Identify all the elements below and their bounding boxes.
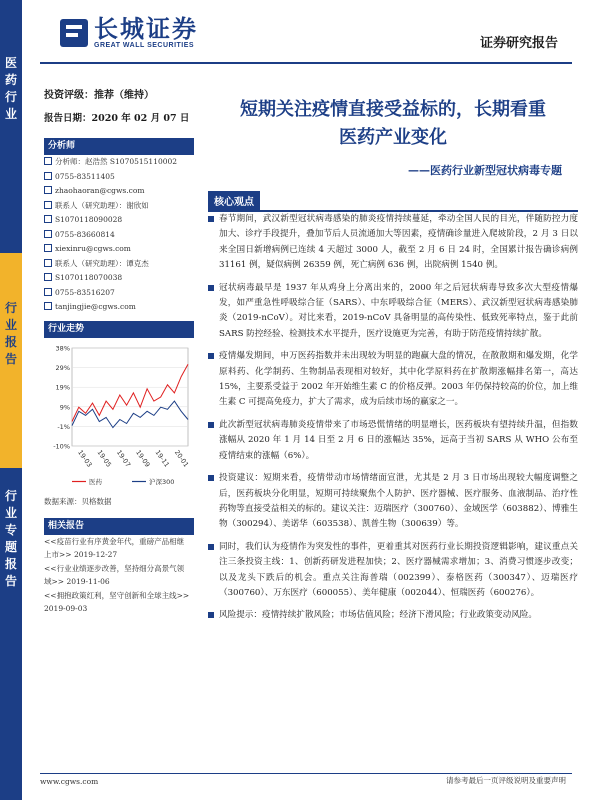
side-strip	[0, 0, 22, 800]
chart-source: 数据来源：贝格数据	[44, 496, 112, 506]
analyst-line-text: S1070118090028	[55, 215, 123, 224]
chart-ytick-label: 29%	[55, 363, 70, 372]
chart-xtick-label: 19-09	[134, 448, 152, 469]
side-strip-bottom-block	[0, 468, 22, 800]
bullet-square-icon	[208, 544, 214, 550]
analyst-line	[44, 271, 194, 286]
bullet-square-icon	[208, 612, 214, 618]
core-view-text: 风险提示：疫情持续扩散风险；市场估值风险；经济下滑风险；行业政策变动风险。	[219, 610, 537, 621]
analyst-header: 分析师	[44, 138, 194, 155]
report-title	[208, 96, 578, 152]
core-view-text: 同时，我们认为疫情作为突发性的事件，更着重其对医药行业长期投资逻辑影响，建议重点关注三条投资主线：1、创新药研发进程加快；2、医疗器械需求增加；3、消费习惯逐步改变；以及龙头下跌后的机会。重点关注海普瑞（002399）、泰格医药（300347）、迈瑞医疗（300760）、万东医疗（600055）、美年健康（002044）、恒瑞医药（600276）。	[219, 541, 578, 598]
footer-url[interactable]: www.cgws.com	[40, 777, 99, 786]
related-report-line[interactable]: <<行业业绩逐步改善，坚持细分高景气领	[44, 563, 185, 573]
analyst-line-text: S1070118070038	[55, 273, 123, 282]
related-report-line[interactable]: <<疫苗行业有序黄金年代，重磅产品相继	[44, 536, 185, 546]
footer-disclaimer: 请参考最后一页评级说明及重要声明	[446, 776, 566, 785]
analyst-line	[44, 286, 194, 301]
analyst-line-text: 0755-83516207	[55, 287, 115, 297]
related-report-line[interactable]: 2019-09-03	[44, 604, 88, 613]
chart-ytick-label: -1%	[57, 422, 70, 431]
core-view-item	[208, 349, 578, 411]
report-type: 证券研究报告	[479, 36, 558, 51]
header-divider	[40, 62, 572, 64]
analyst-line-text: zhaohaoran@cgws.com	[55, 186, 145, 195]
chart-header: 行业走势	[44, 321, 194, 338]
chart-xtick-label: 19-05	[95, 448, 113, 469]
side-strip-top-block	[0, 0, 22, 253]
core-views-list	[208, 212, 578, 631]
analyst-line-text: 分析师：赵浩然 S1070515110002	[55, 157, 178, 166]
title-line-1: 短期关注疫情直接受益标的，长期看重	[240, 99, 546, 120]
title-line-2: 医药产业变化	[339, 127, 447, 148]
side-label-report: 行业报告	[4, 301, 17, 366]
phone-icon	[44, 288, 52, 296]
legend-label: 沪深300	[149, 477, 175, 486]
core-view-text: 冠状病毒最早是 1937 年从鸡身上分离出来的，2000 年之后冠状病毒导致多次大型疫情爆发，如严重急性呼吸综合征（SARS）、中东呼吸综合征（MERS）、武汉新型冠状病毒感染肺炎（2019-nCoV）。对比来看，2019-nCoV 具备明显的高传染性、低致死率特点，鉴于此前 SARS 防控经验、检测技术水平提升，医疗设施更为完善，有助于防范疫情持续扩散。	[219, 282, 578, 339]
analyst-line	[44, 199, 194, 214]
bullet-square-icon	[208, 285, 214, 291]
analyst-line	[44, 228, 194, 243]
core-view-item	[208, 212, 578, 274]
core-view-text: 投资建议：短期来看，疫情带动市场情绪面宣泄，尤其是 2 月 3 日市场出现较大幅度调整之后，医药板块分化明显，短期可持续聚焦个人防护、医疗器械、医疗服务、血液制品、治疗性药物等直接受益相关的标的。建议关注：迈瑞医疗（300760）、金域医学（603882）、博雅生物（300294）、美诺华（603538）、凯普生物（300639）等。	[219, 473, 578, 530]
analyst-line-text: 联系人（研究助理）：谢欣如	[55, 200, 149, 210]
related-reports-section	[44, 518, 194, 616]
core-view-text: 春节期间，武汉新型冠状病毒感染的肺炎疫情持续蔓延，牵动全国人民的目光，伴随防控力度加大、诊疗手段提升，叠加节后人员流通加大等因素，疫情确诊量进入爬坡阶段，2 月 3 日以来全国日新增病例已连续 4 天超过 3000 人，截至 2 月 6 日 24 时，全国累计报告确诊病例 31161 例，疑似病例 26359 例，死亡病例 636 例，出院病例 1540 例。	[219, 214, 578, 271]
person-icon	[44, 215, 52, 223]
bullet-square-icon	[208, 475, 214, 481]
analyst-section	[44, 138, 194, 315]
chart-series-line-hs300	[72, 401, 188, 428]
analyst-line	[44, 213, 194, 228]
email-icon	[44, 244, 52, 252]
report-date: 报告日期：2020 年 02 月 07 日	[44, 113, 190, 124]
chart-ytick-label: 9%	[59, 402, 70, 411]
side-label-topic: 行业专题报告	[4, 489, 17, 588]
person-icon	[44, 157, 52, 165]
core-view-item	[208, 418, 578, 464]
chart-frame	[72, 348, 188, 446]
logo-english-name: GREAT WALL SECURITIES	[94, 42, 195, 49]
person-icon	[44, 259, 52, 267]
analyst-line[interactable]	[44, 300, 194, 315]
email-icon	[44, 186, 52, 194]
phone-icon	[44, 230, 52, 238]
analyst-line[interactable]	[44, 242, 194, 257]
related-lines	[44, 535, 194, 616]
analyst-line-text: tanjingjie@cgws.com	[55, 302, 136, 311]
chart-xtick-label: 19-07	[114, 448, 133, 469]
chart-xtick-label: 19-03	[76, 448, 94, 469]
core-view-text: 疫情爆发期间，申万医药指数并未出现较为明显的跑赢大盘的情况，在散散期和爆发期，化学原料药、化学制药、生物制品表现相对较好，其中化学原料药在扩散期涨幅排名第一，高达 15%，主要系受益于 2002 年开始维生素 C 的价格反弹。2003 年仍保持较高的价位，加上维生素 C 可提高免疫力，扩大了需求，成为后续市场的赢家之一。	[219, 351, 578, 408]
logo-icon	[60, 19, 88, 47]
investment-rating: 投资评级：推荐（维持）	[44, 90, 154, 101]
footer-divider	[40, 773, 572, 774]
core-view-item	[208, 281, 578, 343]
chart-xtick-label: 20-01	[172, 448, 191, 469]
chart-ytick-label: 19%	[55, 383, 70, 392]
related-report-line[interactable]: 域>> 2019-11-06	[44, 577, 110, 586]
side-label-industry: 医药行业	[4, 56, 17, 121]
analyst-line	[44, 257, 194, 272]
email-icon	[44, 302, 52, 310]
analyst-lines	[44, 155, 194, 315]
person-icon	[44, 273, 52, 281]
info-column	[44, 88, 194, 616]
report-subtitle: ——医药行业新型冠状病毒专题	[408, 164, 562, 177]
core-views-header	[208, 190, 578, 212]
analyst-line-text: xiexinru@cgws.com	[55, 244, 131, 253]
analyst-line-text: 0755-83660814	[55, 229, 115, 239]
core-view-item	[208, 471, 578, 533]
related-report-line[interactable]: <<拥抱政策红利，坚守创新和全球主线>>	[44, 590, 190, 600]
bullet-square-icon	[208, 422, 214, 428]
core-view-text: 此次新型冠状病毒肺炎疫情带来了市场恐慌情绪的明显增长，医药板块有望持续升温，但指数涨幅从 2020 年 1 月 14 日至 2 月 6 日的涨幅达 35%，远高于当初 SARS 从 WHO 公布至疫情结束的涨幅（6%）。	[219, 419, 578, 461]
analyst-line	[44, 155, 194, 170]
chart-series-line-pharma	[72, 364, 188, 421]
related-report-line[interactable]: 上市>> 2019-12-27	[44, 550, 118, 559]
person-icon	[44, 201, 52, 209]
logo-chinese-name: 长城证券	[94, 15, 198, 43]
analyst-line[interactable]	[44, 184, 194, 199]
bullet-square-icon	[208, 353, 214, 359]
core-views-title: 核心观点	[208, 191, 260, 210]
company-logo	[60, 16, 198, 49]
legend-label: 医药	[89, 477, 102, 486]
related-header: 相关报告	[44, 518, 194, 535]
analyst-line-text: 0755-83511405	[55, 171, 115, 181]
chart-ytick-label: 38%	[55, 344, 70, 352]
chart-ytick-label: -10%	[53, 442, 70, 450]
analyst-line-text: 联系人（研究助理）：谭克杰	[55, 258, 149, 268]
phone-icon	[44, 172, 52, 180]
bullet-square-icon	[208, 216, 214, 222]
chart-xtick-label: 19-11	[153, 448, 171, 469]
trend-chart-section	[44, 321, 194, 508]
trend-chart	[44, 340, 194, 490]
core-view-item	[208, 540, 578, 602]
core-view-item	[208, 608, 578, 623]
analyst-line	[44, 170, 194, 185]
side-strip-middle-block	[0, 253, 22, 468]
